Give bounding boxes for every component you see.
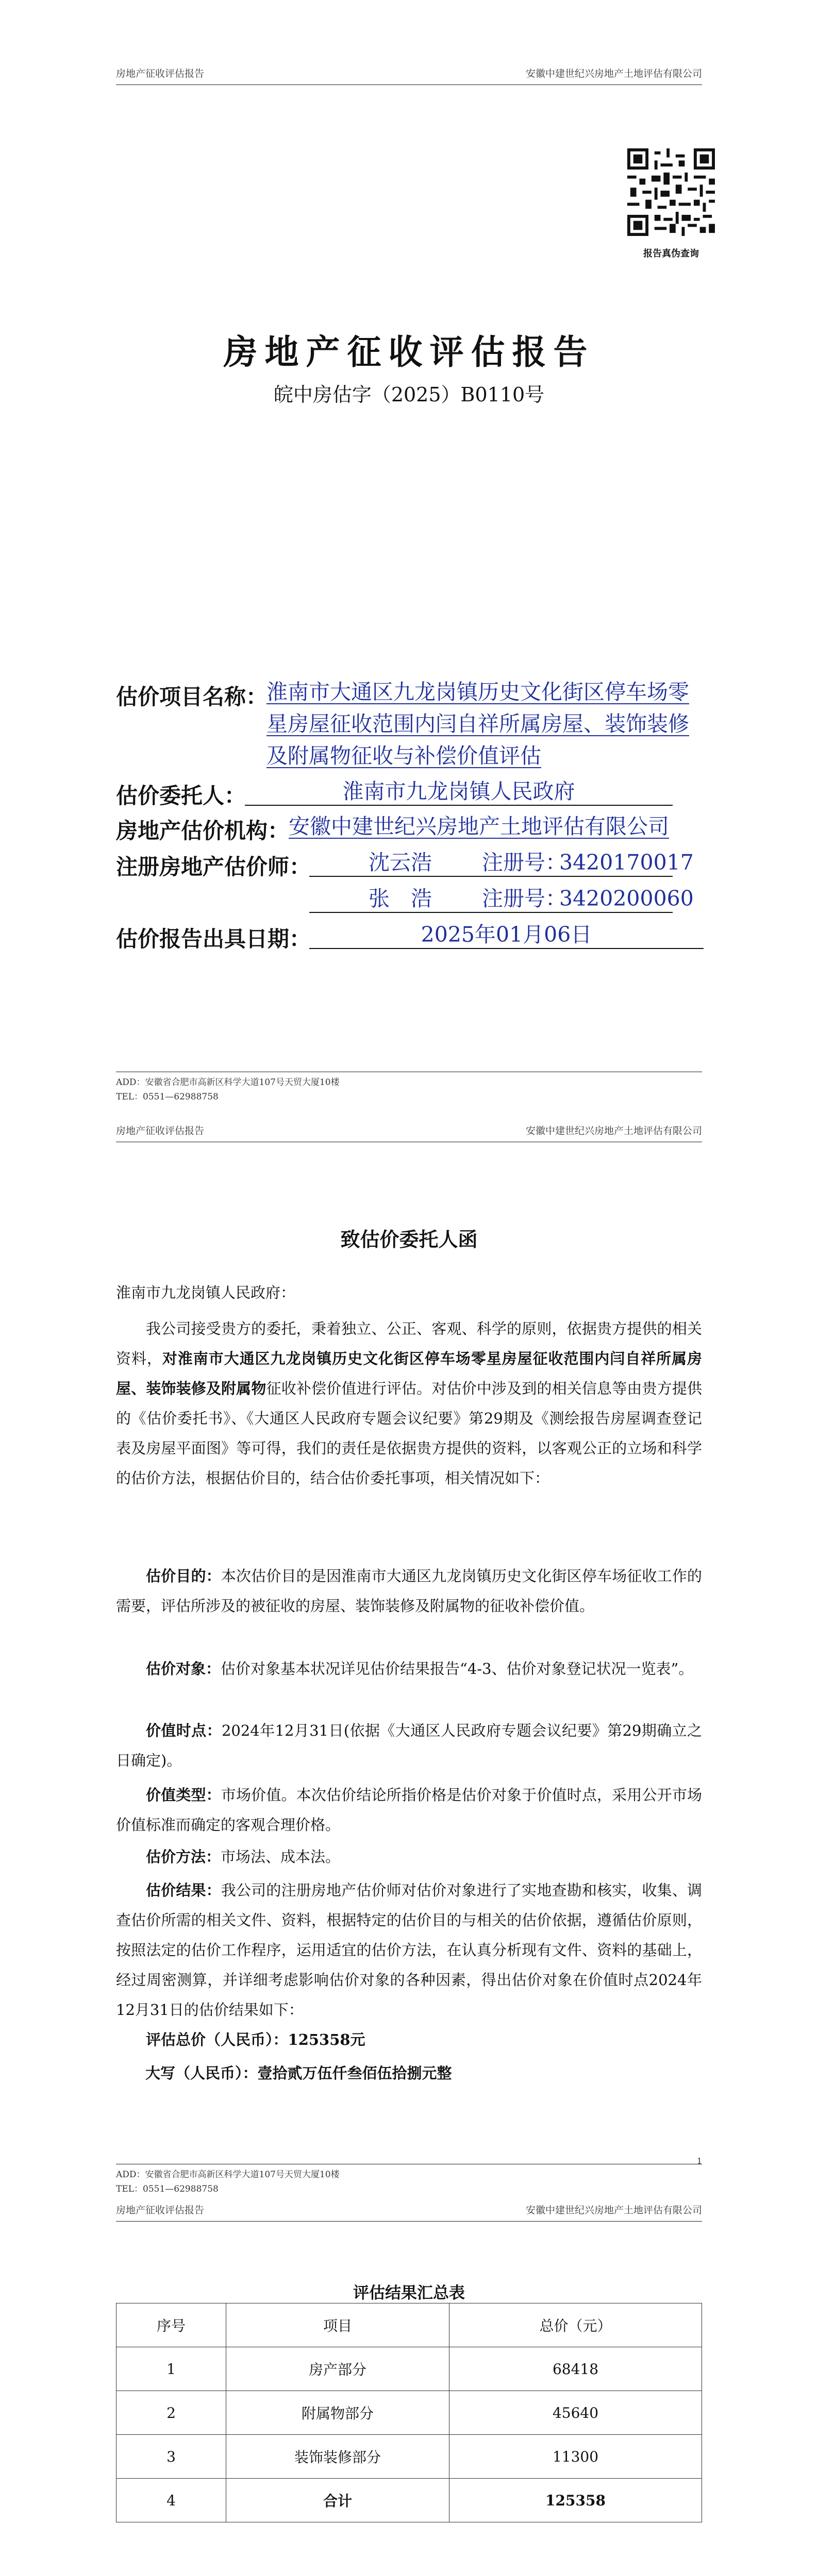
cell: 3 bbox=[116, 2435, 226, 2479]
intro-paragraph: 我公司接受贵方的委托，秉着独立、公正、客观、科学的原则，依据贵方提供的相关资料，对淮南市大通区九龙岗镇历史文化街区停车场零星房屋征收范围内闫自祥所属房屋、装饰装修及附属物征收补偿价值进行评估。对估价中涉及到的相关信息等由贵方提供的《估价委托书》、《大通区人民政府专题会议纪要》第29期及《测绘报告房屋调查登记表及房屋平面图》等可得，我们的责任是依据贵方提供的资料，以客观公正的立场和科学的估价方法，根据估价目的，结合估价委托事项，相关情况如下： bbox=[116, 1320, 702, 1487]
page-footer bbox=[116, 1072, 702, 1104]
summary-title: 评估结果汇总表 bbox=[353, 2284, 465, 2302]
cell: 房产部分 bbox=[226, 2347, 449, 2391]
footer-tel: TEL：0551—62988758 bbox=[116, 2184, 219, 2194]
col-header: 序号 bbox=[116, 2303, 226, 2347]
appraiser-1-name: 沈云浩 bbox=[369, 850, 432, 875]
client-name: 淮南市九龙岗镇人民政府 bbox=[342, 779, 575, 804]
appraiser-label: 注册房地产估价师： bbox=[116, 854, 311, 879]
cover-page bbox=[0, 0, 818, 1123]
report-title: 房地产征收评估报告 bbox=[223, 332, 595, 372]
cell: 附属物部分 bbox=[226, 2391, 449, 2435]
time-paragraph: 价值时点：2024年12月31日(依据《大通区人民政府专题会议纪要》第29期确立之日确定)。 bbox=[116, 1722, 702, 1769]
type-paragraph: 价值类型：市场价值。本次估价结论所指价格是估价对象于价值时点，采用公开市场价值标准而确定的客观合理价格。 bbox=[116, 1786, 702, 1834]
table-total-row bbox=[116, 2479, 702, 2522]
total-value: 评估总价（人民币）：125358元 bbox=[146, 2031, 365, 2048]
appraiser-2-reg-no: 3420200060 bbox=[559, 886, 694, 911]
table-row bbox=[116, 2435, 702, 2479]
cell: 1 bbox=[116, 2347, 226, 2391]
appraiser-1-reg-label: 注册号： bbox=[482, 850, 566, 875]
cell: 125358 bbox=[449, 2479, 702, 2522]
page-number: 1 bbox=[696, 2156, 702, 2166]
summary-table bbox=[116, 2303, 702, 2522]
col-header: 总价（元） bbox=[449, 2303, 702, 2347]
footer-address: ADD：安徽省合肥市高新区科学大道107号天贸大厦10楼 bbox=[116, 2170, 340, 2180]
letter-page bbox=[0, 1123, 818, 2202]
header-right: 安徽中建世纪兴房地产土地评估有限公司 bbox=[525, 1125, 702, 1137]
footer-tel: TEL：0551—62988758 bbox=[116, 1092, 219, 1102]
total-uppercase: 大写（人民币）：壹拾贰万伍仟叁佰伍拾捌元整 bbox=[145, 2064, 452, 2082]
cell: 合计 bbox=[226, 2479, 449, 2522]
project-name: 淮南市大通区九龙岗镇历史文化街区停车场零星房屋征收范围内闫自祥所属房屋、装饰装修及附属物征收与补偿价值评估 bbox=[266, 680, 689, 768]
appraiser-2-reg-label: 注册号： bbox=[482, 886, 566, 911]
org-name: 安徽中建世纪兴房地产土地评估有限公司 bbox=[289, 814, 669, 839]
project-label: 估价项目名称： bbox=[116, 684, 268, 709]
page-header bbox=[116, 2202, 702, 2222]
header-left: 房地产征收评估报告 bbox=[116, 68, 205, 79]
cell: 装饰装修部分 bbox=[226, 2435, 449, 2479]
cell: 2 bbox=[116, 2391, 226, 2435]
cell: 45640 bbox=[449, 2391, 702, 2435]
page-footer bbox=[116, 2164, 702, 2196]
col-header: 项目 bbox=[226, 2303, 449, 2347]
page-header bbox=[116, 1123, 702, 1142]
method-paragraph: 估价方法：市场法、成本法。 bbox=[146, 1848, 341, 1866]
page-header bbox=[116, 66, 702, 85]
purpose-paragraph: 估价目的：本次估价目的是因淮南市大通区九龙岗镇历史文化街区停车场征收工作的需要，评估所涉及的被征收的房屋、装饰装修及附属物的征收补偿价值。 bbox=[116, 1567, 702, 1615]
letter-title: 致估价委托人函 bbox=[340, 1228, 478, 1251]
appraiser-1-reg-no: 3420170017 bbox=[559, 850, 694, 875]
cell: 11300 bbox=[449, 2435, 702, 2479]
salutation: 淮南市九龙岗镇人民政府： bbox=[116, 1284, 296, 1301]
report-date: 2025年01月06日 bbox=[421, 922, 592, 947]
appraiser-2-name: 张 浩 bbox=[369, 886, 432, 911]
footer-address: ADD：安徽省合肥市高新区科学大道107号天贸大厦10楼 bbox=[116, 1077, 340, 1088]
header-left: 房地产征收评估报告 bbox=[116, 1125, 205, 1137]
cell: 68418 bbox=[449, 2347, 702, 2391]
report-number: 皖中房估字（2025）B0110号 bbox=[273, 383, 545, 406]
qr-caption: 报告真伪查询 bbox=[643, 248, 699, 259]
table-row bbox=[116, 2391, 702, 2435]
table-row bbox=[116, 2347, 702, 2391]
header-right: 安徽中建世纪兴房地产土地评估有限公司 bbox=[525, 2205, 702, 2216]
header-right: 安徽中建世纪兴房地产土地评估有限公司 bbox=[525, 68, 702, 79]
org-label: 房地产估价机构： bbox=[116, 818, 290, 843]
object-paragraph: 估价对象：估价对象基本状况详见估价结果报告“4-3、估价对象登记状况一览表”。 bbox=[146, 1660, 694, 1677]
date-label: 估价报告出具日期： bbox=[116, 926, 311, 952]
header-left: 房地产征收评估报告 bbox=[116, 2205, 205, 2216]
table-header-row bbox=[116, 2303, 702, 2347]
client-label: 估价委托人： bbox=[116, 783, 246, 808]
result-paragraph: 估价结果：我公司的注册房地产估价师对估价对象进行了实地查勘和核实，收集、调查估价所需的相关文件、资料，根据特定的估价目的与相关的估价依据，遵循估价原则，按照法定的估价工作程序，运用适宜的估价方法，在认真分析现有文件、资料的基础上，经过周密测算，并详细考虑影响估价对象的各种因素，得出估价对象在价值时点2024年12月31日的估价结果如下： bbox=[116, 1882, 702, 2019]
cell: 4 bbox=[116, 2479, 226, 2522]
qr-code-icon[interactable] bbox=[627, 148, 715, 236]
